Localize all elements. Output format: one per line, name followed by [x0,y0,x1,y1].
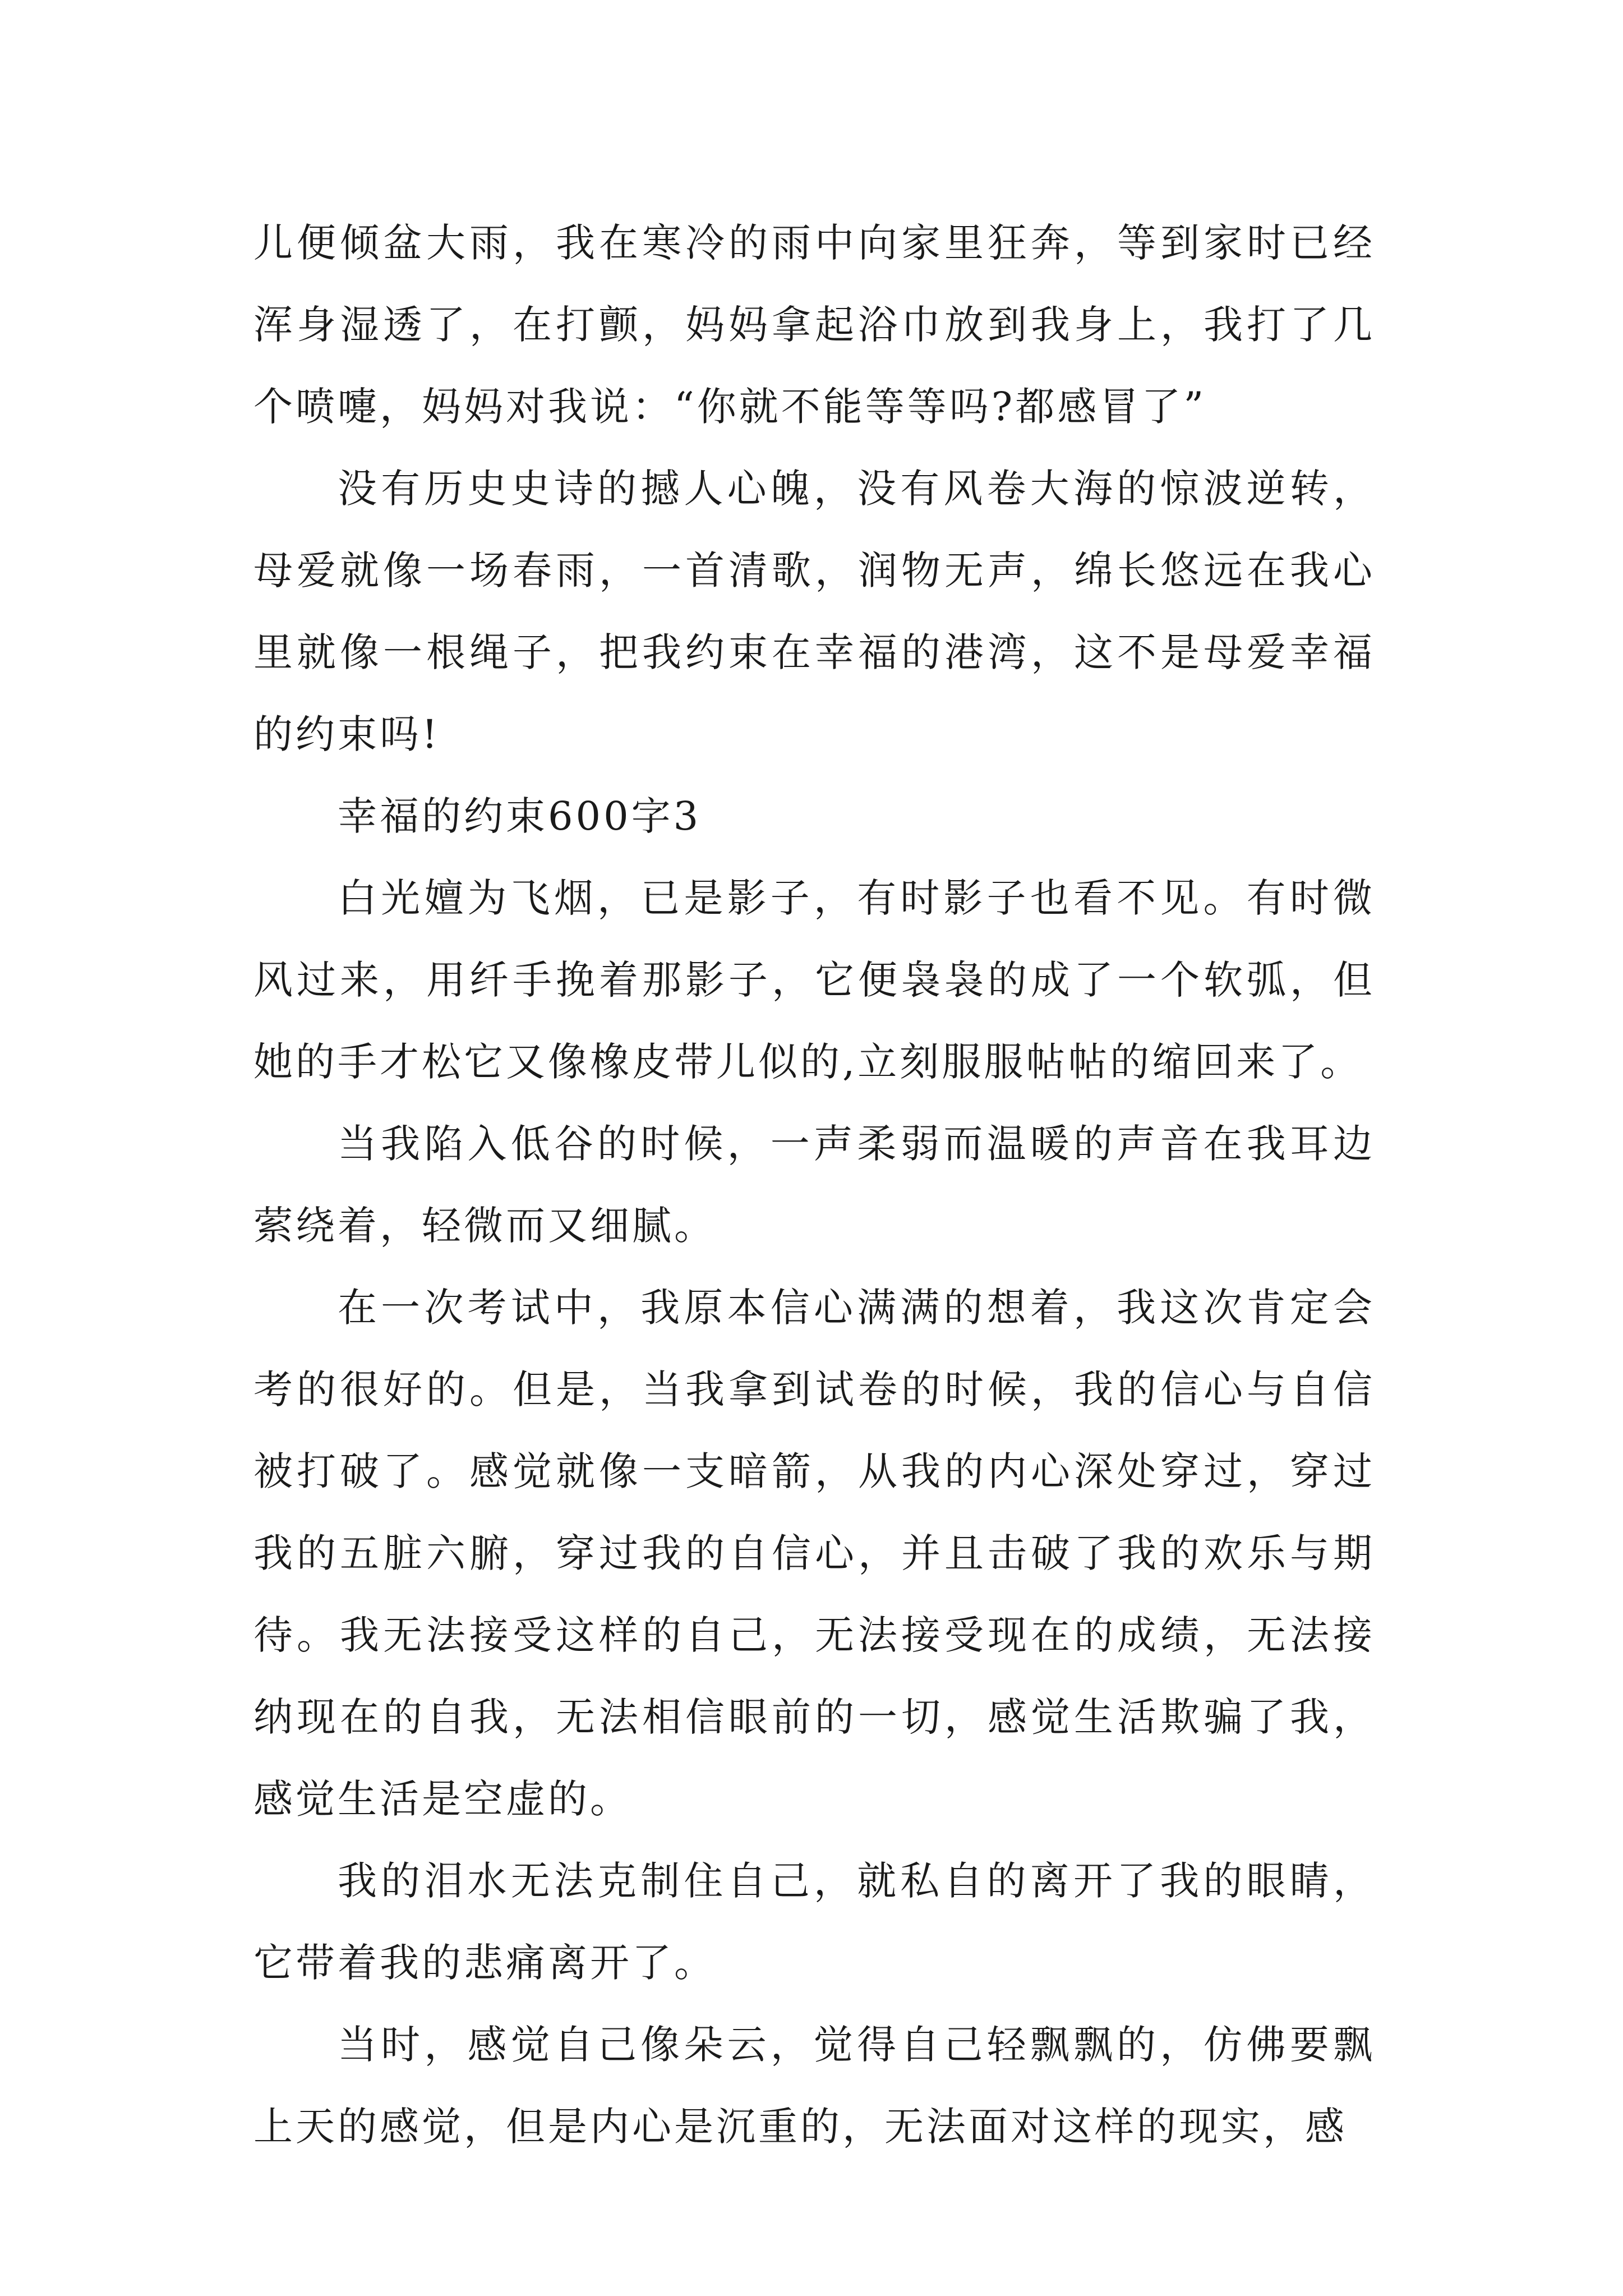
section-heading: 幸福的约束600字3 [338,793,702,839]
paragraph-7: 当时，感觉自己像朵云，觉得自己轻飘飘的，仿佛要飘上天的感觉，但是内心是沉重的，无法面对这样的现实，感 [253,2022,1375,2150]
paragraph-5: 在一次考试中，我原本信心满满的想着，我这次肯定会考的很好的。但是，当我拿到试卷的时候，我的信心与自信被打破了。感觉就像一支暗箭，从我的内心深处穿过，穿过我的五脏六腑，穿过我的自信心，并且击破了我的欢乐与期待。我无法接受这样的自己，无法接受现在的成绩，无法接纳现在的自我，无法相信眼前的一切，感觉生活欺骗了我，感觉生活是空虚的。 [253,1285,1375,1822]
paragraph-4: 当我陷入低谷的时候，一声柔弱而温暖的声音在我耳边萦绕着，轻微而又细腻。 [253,1121,1375,1249]
document-body [253,202,1375,2168]
paragraph-1: 儿便倾盆大雨，我在寒冷的雨中向家里狂奔，等到家时已经浑身湿透了，在打颤，妈妈拿起浴巾放到我身上，我打了几个喷嚏，妈妈对我说：“你就不能等等吗?都感冒了” [253,220,1375,430]
paragraph-2: 没有历史史诗的撼人心魄，没有风卷大海的惊波逆转，母爱就像一场春雨，一首清歌，润物无声，绵长悠远在我心里就像一根绳子，把我约束在幸福的港湾，这不是母爱幸福的约束吗! [253,466,1375,757]
paragraph-6: 我的泪水无法克制住自己，就私自的离开了我的眼睛，它带着我的悲痛离开了。 [253,1858,1375,1986]
paragraph-3: 白光嬗为飞烟，已是影子，有时影子也看不见。有时微风过来，用纤手挽着那影子，它便袅袅的成了一个软弧，但她的手才松它又像橡皮带儿似的,立刻服服帖帖的缩回来了。 [253,875,1375,1085]
